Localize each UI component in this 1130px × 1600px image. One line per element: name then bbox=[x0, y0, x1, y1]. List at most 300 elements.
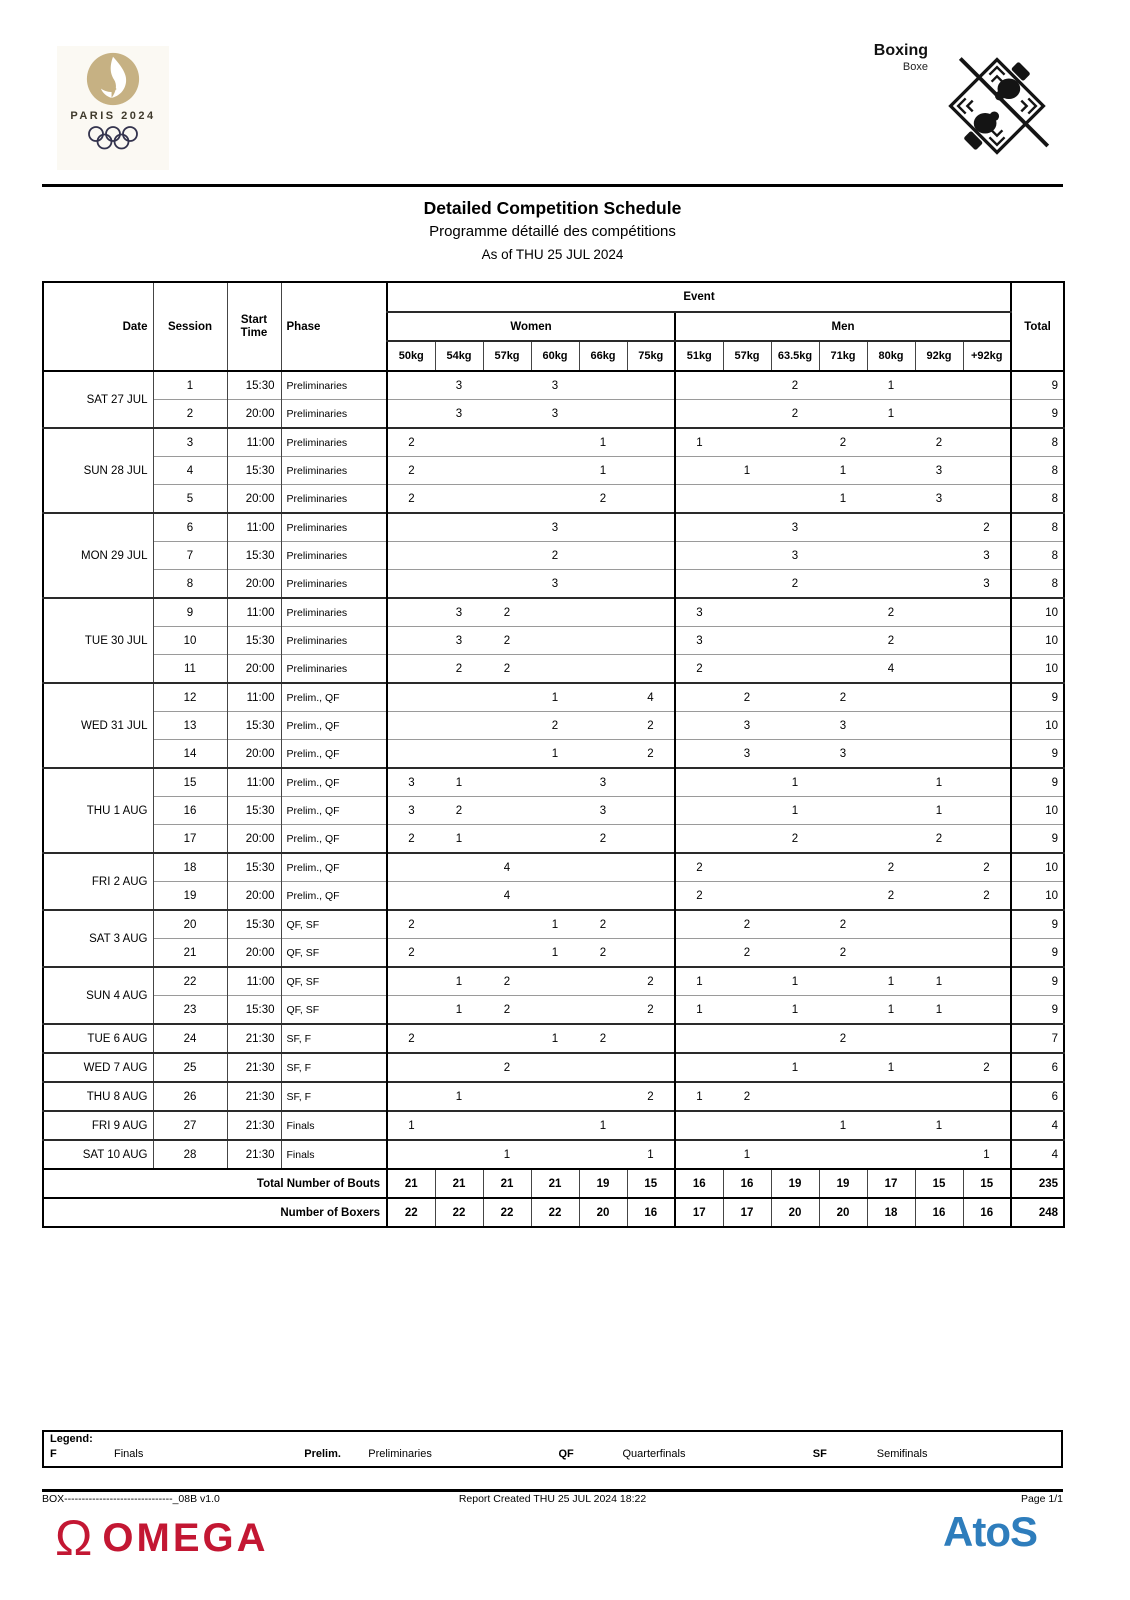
footer-page-number: Page 1/1 bbox=[1020, 1493, 1063, 1505]
sport-title-block bbox=[740, 42, 928, 74]
bout-count-cell bbox=[675, 371, 723, 400]
summary-count-cell: 16 bbox=[627, 1198, 675, 1227]
bout-count-cell bbox=[915, 1140, 963, 1169]
summary-count-cell: 20 bbox=[579, 1198, 627, 1227]
session-total-cell: 10 bbox=[1011, 598, 1064, 627]
session-row bbox=[43, 1024, 1064, 1053]
col-header-m57kg: 57kg bbox=[723, 341, 771, 371]
summary-count-cell: 22 bbox=[483, 1198, 531, 1227]
phase-cell: Prelim., QF bbox=[281, 768, 387, 797]
bout-count-cell: 1 bbox=[819, 1111, 867, 1140]
bout-count-cell bbox=[483, 1111, 531, 1140]
bout-count-cell bbox=[771, 882, 819, 911]
legend-title: Legend: bbox=[50, 1433, 93, 1445]
olympic-rings-icon bbox=[84, 125, 142, 151]
bout-count-cell bbox=[435, 1024, 483, 1053]
bout-count-cell bbox=[963, 797, 1011, 825]
bout-count-cell: 1 bbox=[867, 371, 915, 400]
bout-count-cell bbox=[579, 655, 627, 684]
session-row bbox=[43, 400, 1064, 429]
bout-count-cell: 1 bbox=[819, 485, 867, 514]
session-number-cell: 8 bbox=[153, 570, 227, 599]
bout-count-cell bbox=[387, 627, 435, 655]
bout-count-cell: 1 bbox=[579, 1111, 627, 1140]
bout-count-cell bbox=[675, 570, 723, 599]
bout-count-cell bbox=[627, 400, 675, 429]
bout-count-cell bbox=[435, 683, 483, 712]
col-header-session: Session bbox=[153, 282, 227, 371]
summary-count-cell: 21 bbox=[387, 1169, 435, 1198]
bout-count-cell bbox=[963, 996, 1011, 1025]
bout-count-cell: 1 bbox=[771, 797, 819, 825]
bout-count-cell bbox=[915, 400, 963, 429]
session-row bbox=[43, 371, 1064, 400]
bout-count-cell bbox=[723, 627, 771, 655]
session-number-cell: 18 bbox=[153, 853, 227, 882]
bout-count-cell: 1 bbox=[867, 996, 915, 1025]
session-number-cell: 13 bbox=[153, 712, 227, 740]
bout-count-cell bbox=[771, 485, 819, 514]
bout-count-cell: 1 bbox=[675, 428, 723, 457]
bout-count-cell bbox=[915, 1053, 963, 1082]
session-number-cell: 16 bbox=[153, 797, 227, 825]
start-time-cell: 15:30 bbox=[227, 542, 281, 570]
bout-count-cell bbox=[579, 882, 627, 911]
bout-count-cell bbox=[387, 400, 435, 429]
bout-count-cell: 2 bbox=[435, 655, 483, 684]
session-total-cell: 10 bbox=[1011, 882, 1064, 911]
bout-count-cell bbox=[627, 457, 675, 485]
bout-count-cell bbox=[675, 1024, 723, 1053]
omega-logo bbox=[55, 1510, 269, 1566]
session-total-cell: 9 bbox=[1011, 371, 1064, 400]
bout-count-cell bbox=[963, 457, 1011, 485]
paris-flame-emblem-icon bbox=[84, 50, 142, 108]
session-total-cell: 8 bbox=[1011, 485, 1064, 514]
date-cell: SAT 10 AUG bbox=[43, 1140, 153, 1169]
bout-count-cell: 3 bbox=[435, 627, 483, 655]
bout-count-cell: 1 bbox=[387, 1111, 435, 1140]
bout-count-cell bbox=[387, 853, 435, 882]
bout-count-cell: 1 bbox=[963, 1140, 1011, 1169]
schedule-summary bbox=[43, 1169, 1064, 1227]
bout-count-cell: 1 bbox=[771, 996, 819, 1025]
col-header-event: Event bbox=[387, 282, 1011, 312]
bout-count-cell bbox=[675, 910, 723, 939]
summary-count-cell: 15 bbox=[963, 1169, 1011, 1198]
start-time-cell: 20:00 bbox=[227, 825, 281, 854]
bout-count-cell bbox=[675, 939, 723, 968]
bout-count-cell: 2 bbox=[771, 570, 819, 599]
bout-count-cell bbox=[771, 457, 819, 485]
col-header-w66kg: 66kg bbox=[579, 341, 627, 371]
bout-count-cell bbox=[723, 570, 771, 599]
bout-count-cell: 3 bbox=[771, 513, 819, 542]
session-total-cell: 8 bbox=[1011, 570, 1064, 599]
session-row bbox=[43, 797, 1064, 825]
bout-count-cell: 3 bbox=[771, 542, 819, 570]
bout-count-cell bbox=[963, 598, 1011, 627]
bout-count-cell bbox=[675, 797, 723, 825]
bout-count-cell bbox=[771, 627, 819, 655]
bout-count-cell bbox=[963, 768, 1011, 797]
bout-count-cell bbox=[771, 1140, 819, 1169]
col-header-date: Date bbox=[43, 282, 153, 371]
bout-count-cell: 2 bbox=[387, 910, 435, 939]
bout-count-cell: 3 bbox=[675, 598, 723, 627]
bout-count-cell bbox=[963, 655, 1011, 684]
bout-count-cell bbox=[771, 910, 819, 939]
bout-count-cell bbox=[819, 598, 867, 627]
page-subtitle-fr: Programme détaillé des compétitions bbox=[429, 223, 676, 240]
bout-count-cell bbox=[963, 939, 1011, 968]
bout-count-cell bbox=[675, 768, 723, 797]
bout-count-cell bbox=[723, 542, 771, 570]
bout-count-cell: 2 bbox=[483, 655, 531, 684]
paris-wordmark: PARIS 2024 bbox=[70, 110, 156, 122]
bout-count-cell bbox=[915, 570, 963, 599]
bout-count-cell: 2 bbox=[819, 683, 867, 712]
bout-count-cell bbox=[531, 627, 579, 655]
bout-count-cell bbox=[531, 1111, 579, 1140]
session-number-cell: 26 bbox=[153, 1082, 227, 1111]
bout-count-cell: 2 bbox=[867, 853, 915, 882]
legend-item bbox=[44, 1448, 298, 1460]
bout-count-cell: 1 bbox=[531, 939, 579, 968]
bout-count-cell bbox=[915, 683, 963, 712]
summary-count-cell: 19 bbox=[819, 1169, 867, 1198]
bout-count-cell: 3 bbox=[435, 598, 483, 627]
session-number-cell: 2 bbox=[153, 400, 227, 429]
bout-count-cell: 2 bbox=[675, 853, 723, 882]
start-time-cell: 11:00 bbox=[227, 428, 281, 457]
bout-count-cell bbox=[675, 740, 723, 769]
bout-count-cell bbox=[579, 400, 627, 429]
session-row bbox=[43, 542, 1064, 570]
title-block bbox=[42, 196, 1063, 266]
bout-count-cell bbox=[819, 1140, 867, 1169]
bout-count-cell bbox=[963, 825, 1011, 854]
bout-count-cell: 1 bbox=[915, 768, 963, 797]
bout-count-cell bbox=[627, 825, 675, 854]
bout-count-cell bbox=[675, 1053, 723, 1082]
session-row bbox=[43, 939, 1064, 968]
bout-count-cell bbox=[867, 939, 915, 968]
bout-count-cell: 1 bbox=[915, 1111, 963, 1140]
summary-count-cell: 17 bbox=[867, 1169, 915, 1198]
bout-count-cell bbox=[915, 1024, 963, 1053]
bout-count-cell bbox=[387, 655, 435, 684]
bout-count-cell bbox=[723, 882, 771, 911]
bout-count-cell: 1 bbox=[435, 996, 483, 1025]
session-number-cell: 7 bbox=[153, 542, 227, 570]
col-header-start-time bbox=[227, 282, 281, 371]
bout-count-cell: 2 bbox=[915, 428, 963, 457]
bout-count-cell bbox=[387, 712, 435, 740]
legend-box bbox=[42, 1430, 1063, 1468]
phase-cell: SF, F bbox=[281, 1053, 387, 1082]
bout-count-cell bbox=[531, 797, 579, 825]
session-number-cell: 9 bbox=[153, 598, 227, 627]
atos-logo: AtoS bbox=[943, 1508, 1037, 1555]
bout-count-cell bbox=[723, 825, 771, 854]
bout-count-cell bbox=[579, 712, 627, 740]
bout-count-cell bbox=[531, 882, 579, 911]
bout-count-cell bbox=[771, 853, 819, 882]
start-time-cell: 20:00 bbox=[227, 882, 281, 911]
bout-count-cell: 2 bbox=[531, 712, 579, 740]
bout-count-cell: 1 bbox=[867, 1053, 915, 1082]
bout-count-cell bbox=[675, 1140, 723, 1169]
bout-count-cell bbox=[387, 1082, 435, 1111]
bout-count-cell: 1 bbox=[675, 967, 723, 996]
bout-count-cell bbox=[627, 627, 675, 655]
bout-count-cell: 1 bbox=[819, 457, 867, 485]
legend-abbr: QF bbox=[558, 1448, 574, 1460]
bout-count-cell: 3 bbox=[579, 768, 627, 797]
phase-cell: Preliminaries bbox=[281, 655, 387, 684]
bout-count-cell: 1 bbox=[435, 1082, 483, 1111]
bout-count-cell bbox=[867, 1111, 915, 1140]
omega-wordmark: OMEGA bbox=[102, 1516, 269, 1560]
bout-count-cell: 1 bbox=[675, 996, 723, 1025]
bout-count-cell bbox=[771, 428, 819, 457]
bout-count-cell: 2 bbox=[723, 1082, 771, 1111]
date-cell: MON 29 JUL bbox=[43, 513, 153, 598]
bout-count-cell bbox=[675, 485, 723, 514]
bout-count-cell bbox=[531, 967, 579, 996]
bout-count-cell bbox=[579, 996, 627, 1025]
bout-count-cell bbox=[963, 1082, 1011, 1111]
session-row bbox=[43, 513, 1064, 542]
bout-count-cell: 1 bbox=[531, 740, 579, 769]
summary-count-cell: 18 bbox=[867, 1198, 915, 1227]
bout-count-cell bbox=[387, 740, 435, 769]
bout-count-cell: 4 bbox=[627, 683, 675, 712]
summary-count-cell: 20 bbox=[819, 1198, 867, 1227]
bout-count-cell: 2 bbox=[627, 967, 675, 996]
bout-count-cell bbox=[963, 1111, 1011, 1140]
bout-count-cell bbox=[627, 598, 675, 627]
phase-cell: SF, F bbox=[281, 1082, 387, 1111]
bout-count-cell bbox=[771, 1111, 819, 1140]
session-total-cell: 9 bbox=[1011, 740, 1064, 769]
bout-count-cell: 2 bbox=[819, 939, 867, 968]
bout-count-cell bbox=[867, 457, 915, 485]
bout-count-cell bbox=[483, 740, 531, 769]
session-total-cell: 6 bbox=[1011, 1082, 1064, 1111]
start-time-cell: 15:30 bbox=[227, 712, 281, 740]
bout-count-cell bbox=[723, 598, 771, 627]
bout-count-cell: 3 bbox=[963, 570, 1011, 599]
bout-count-cell bbox=[387, 570, 435, 599]
bout-count-cell bbox=[867, 485, 915, 514]
col-header-w50kg: 50kg bbox=[387, 341, 435, 371]
bout-count-cell bbox=[915, 1082, 963, 1111]
bout-count-cell bbox=[483, 457, 531, 485]
start-time-cell: 11:00 bbox=[227, 683, 281, 712]
omega-symbol-icon: Ω bbox=[55, 1510, 93, 1566]
phase-cell: QF, SF bbox=[281, 996, 387, 1025]
bout-count-cell: 1 bbox=[435, 967, 483, 996]
bout-count-cell bbox=[627, 371, 675, 400]
session-row bbox=[43, 825, 1064, 854]
bout-count-cell bbox=[963, 1024, 1011, 1053]
session-row bbox=[43, 910, 1064, 939]
bout-count-cell bbox=[627, 1111, 675, 1140]
legend-label: Preliminaries bbox=[368, 1448, 432, 1460]
session-row bbox=[43, 996, 1064, 1025]
bout-count-cell: 1 bbox=[867, 967, 915, 996]
date-cell: THU 1 AUG bbox=[43, 768, 153, 853]
bout-count-cell: 2 bbox=[675, 882, 723, 911]
summary-total-cell: 235 bbox=[1011, 1169, 1064, 1198]
start-time-cell: 20:00 bbox=[227, 740, 281, 769]
bout-count-cell bbox=[915, 740, 963, 769]
summary-count-cell: 15 bbox=[627, 1169, 675, 1198]
bout-count-cell bbox=[531, 457, 579, 485]
bout-count-cell: 2 bbox=[819, 1024, 867, 1053]
start-time-cell: 11:00 bbox=[227, 768, 281, 797]
summary-count-cell: 21 bbox=[435, 1169, 483, 1198]
bout-count-cell: 2 bbox=[771, 400, 819, 429]
bout-count-cell: 2 bbox=[627, 712, 675, 740]
bout-count-cell: 1 bbox=[915, 967, 963, 996]
bout-count-cell: 1 bbox=[915, 996, 963, 1025]
bout-count-cell: 1 bbox=[531, 683, 579, 712]
bout-count-cell bbox=[867, 797, 915, 825]
bout-count-cell: 1 bbox=[483, 1140, 531, 1169]
bout-count-cell: 2 bbox=[867, 882, 915, 911]
start-time-line1: Start bbox=[240, 313, 268, 326]
session-total-cell: 6 bbox=[1011, 1053, 1064, 1082]
bout-count-cell: 2 bbox=[483, 1053, 531, 1082]
bout-count-cell bbox=[435, 853, 483, 882]
session-number-cell: 19 bbox=[153, 882, 227, 911]
summary-row bbox=[43, 1169, 1064, 1198]
bout-count-cell: 1 bbox=[579, 457, 627, 485]
session-total-cell: 9 bbox=[1011, 825, 1064, 854]
date-cell: SUN 4 AUG bbox=[43, 967, 153, 1024]
col-header-w75kg: 75kg bbox=[627, 341, 675, 371]
bout-count-cell: 2 bbox=[579, 1024, 627, 1053]
summary-count-cell: 22 bbox=[387, 1198, 435, 1227]
bout-count-cell bbox=[915, 627, 963, 655]
bout-count-cell: 2 bbox=[915, 825, 963, 854]
bout-count-cell: 2 bbox=[387, 457, 435, 485]
phase-cell: Finals bbox=[281, 1140, 387, 1169]
session-total-cell: 4 bbox=[1011, 1140, 1064, 1169]
bout-count-cell: 3 bbox=[387, 768, 435, 797]
bout-count-cell bbox=[435, 513, 483, 542]
bout-count-cell bbox=[483, 910, 531, 939]
summary-count-cell: 21 bbox=[483, 1169, 531, 1198]
bout-count-cell bbox=[627, 542, 675, 570]
bout-count-cell bbox=[819, 797, 867, 825]
bout-count-cell: 1 bbox=[771, 768, 819, 797]
bout-count-cell bbox=[627, 570, 675, 599]
bout-count-cell bbox=[771, 740, 819, 769]
summary-count-cell: 21 bbox=[531, 1169, 579, 1198]
legend-item bbox=[298, 1448, 552, 1460]
bout-count-cell: 1 bbox=[435, 825, 483, 854]
bout-count-cell: 2 bbox=[387, 939, 435, 968]
bout-count-cell bbox=[723, 513, 771, 542]
bout-count-cell bbox=[483, 513, 531, 542]
summary-count-cell: 22 bbox=[435, 1198, 483, 1227]
bout-count-cell: 4 bbox=[483, 882, 531, 911]
bout-count-cell bbox=[627, 882, 675, 911]
phase-cell: Preliminaries bbox=[281, 371, 387, 400]
bout-count-cell bbox=[963, 627, 1011, 655]
schedule-table-wrap bbox=[42, 281, 1065, 1228]
bout-count-cell bbox=[723, 853, 771, 882]
bout-count-cell bbox=[963, 428, 1011, 457]
summary-count-cell: 17 bbox=[723, 1198, 771, 1227]
bout-count-cell bbox=[819, 513, 867, 542]
bout-count-cell: 2 bbox=[771, 371, 819, 400]
bout-count-cell bbox=[915, 939, 963, 968]
summary-count-cell: 16 bbox=[723, 1169, 771, 1198]
bout-count-cell bbox=[483, 542, 531, 570]
bout-count-cell bbox=[531, 485, 579, 514]
session-total-cell: 8 bbox=[1011, 542, 1064, 570]
session-total-cell: 9 bbox=[1011, 768, 1064, 797]
bout-count-cell: 2 bbox=[627, 996, 675, 1025]
bout-count-cell: 3 bbox=[435, 400, 483, 429]
session-row bbox=[43, 598, 1064, 627]
as-of-date: As of THU 25 JUL 2024 bbox=[481, 247, 624, 262]
bout-count-cell: 2 bbox=[483, 627, 531, 655]
bout-count-cell bbox=[531, 598, 579, 627]
legend-abbr: Prelim. bbox=[304, 1448, 341, 1460]
bout-count-cell bbox=[627, 513, 675, 542]
start-time-cell: 21:30 bbox=[227, 1082, 281, 1111]
footer-doc-code: BOX-------------------------------_08B v1.0 bbox=[42, 1493, 220, 1505]
bout-count-cell: 1 bbox=[531, 1024, 579, 1053]
session-total-cell: 8 bbox=[1011, 513, 1064, 542]
bout-count-cell: 2 bbox=[963, 1053, 1011, 1082]
bout-count-cell bbox=[819, 371, 867, 400]
session-number-cell: 23 bbox=[153, 996, 227, 1025]
bout-count-cell bbox=[483, 400, 531, 429]
bout-count-cell: 3 bbox=[963, 542, 1011, 570]
summary-count-cell: 19 bbox=[771, 1169, 819, 1198]
session-total-cell: 9 bbox=[1011, 939, 1064, 968]
bout-count-cell bbox=[723, 797, 771, 825]
bout-count-cell bbox=[771, 1024, 819, 1053]
bout-count-cell: 3 bbox=[435, 371, 483, 400]
phase-cell: Preliminaries bbox=[281, 627, 387, 655]
summary-count-cell: 22 bbox=[531, 1198, 579, 1227]
bout-count-cell bbox=[435, 485, 483, 514]
bout-count-cell bbox=[915, 371, 963, 400]
summary-count-cell: 16 bbox=[963, 1198, 1011, 1227]
session-number-cell: 22 bbox=[153, 967, 227, 996]
bout-count-cell bbox=[915, 513, 963, 542]
bout-count-cell bbox=[483, 825, 531, 854]
bout-count-cell bbox=[483, 939, 531, 968]
bout-count-cell bbox=[963, 910, 1011, 939]
bout-count-cell bbox=[579, 740, 627, 769]
bout-count-cell bbox=[387, 598, 435, 627]
session-row bbox=[43, 712, 1064, 740]
bout-count-cell bbox=[579, 371, 627, 400]
bout-count-cell bbox=[819, 627, 867, 655]
phase-cell: Preliminaries bbox=[281, 570, 387, 599]
bout-count-cell bbox=[435, 570, 483, 599]
bout-count-cell bbox=[435, 1053, 483, 1082]
